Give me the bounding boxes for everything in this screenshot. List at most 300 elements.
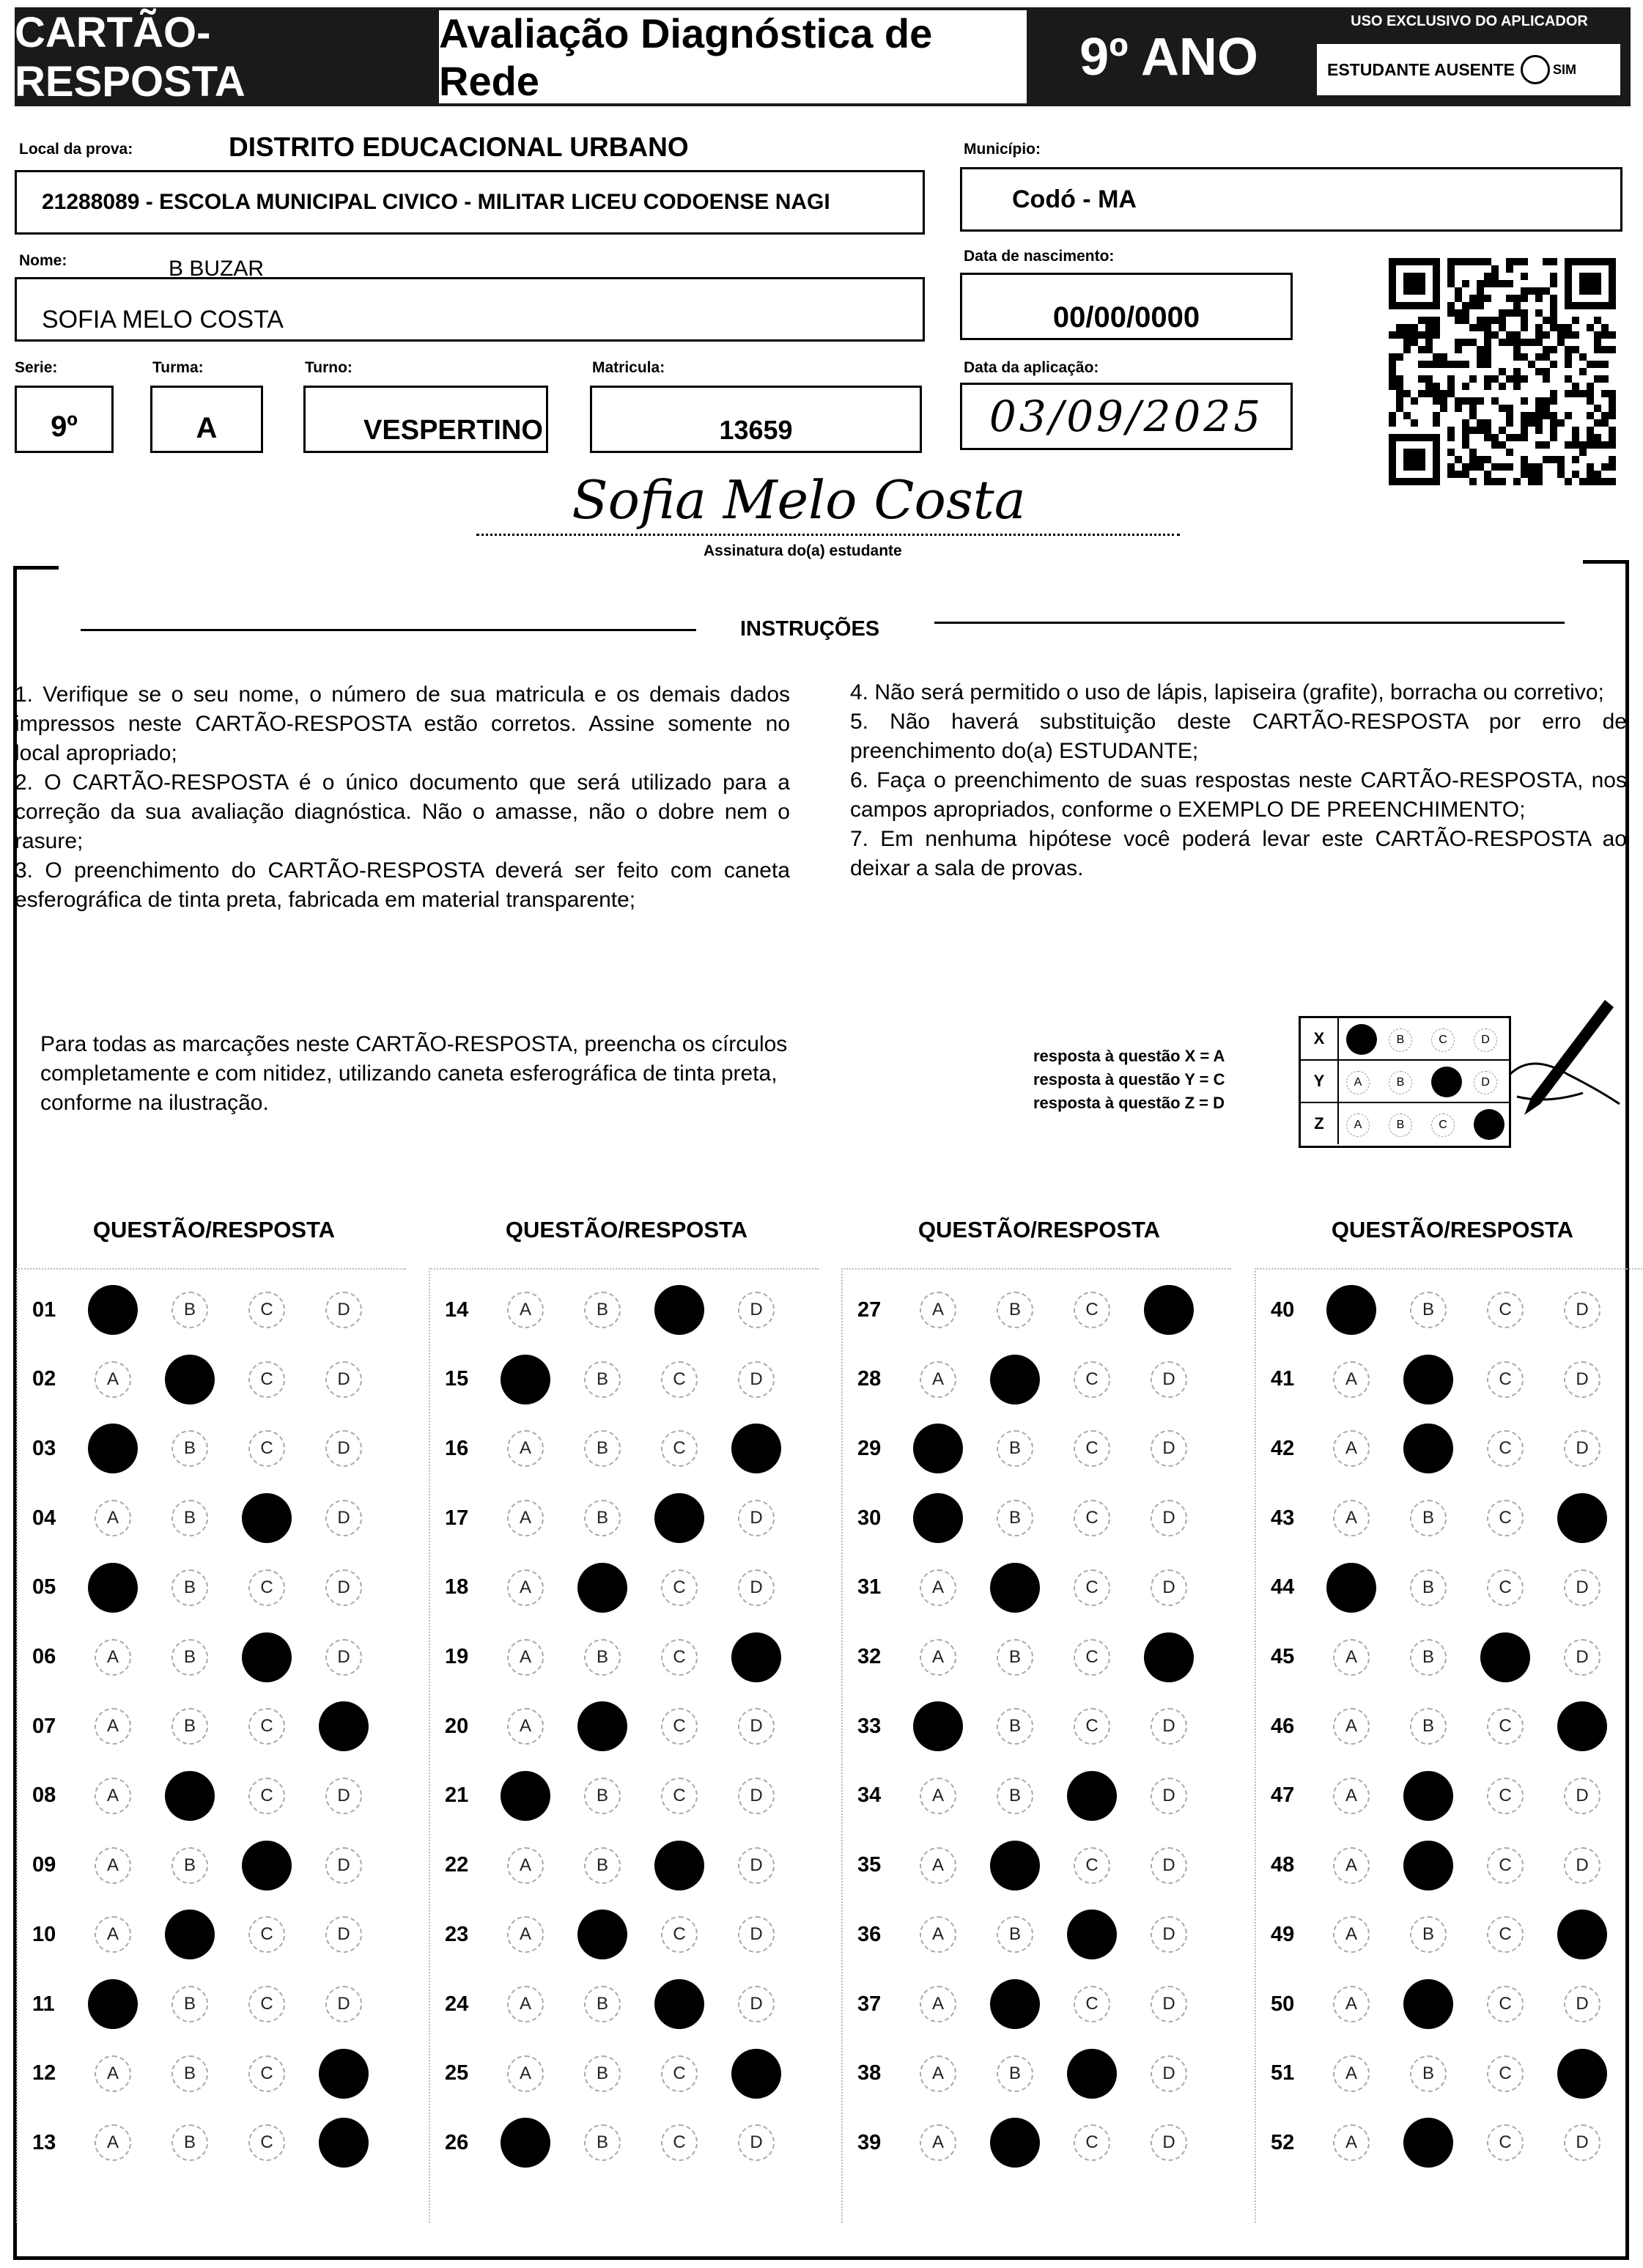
- answer-bubble-d[interactable]: D: [1151, 2124, 1187, 2161]
- instructions-left: [15, 680, 790, 915]
- answer-bubble-b[interactable]: B: [171, 1708, 208, 1745]
- question-number: 20: [445, 1714, 469, 1738]
- answer-bubble-a[interactable]: A: [1333, 1361, 1370, 1398]
- answer-bubble-a[interactable]: [88, 1285, 138, 1335]
- answer-bubble-c[interactable]: C: [661, 1639, 698, 1676]
- answer-bubble-a[interactable]: A: [920, 1361, 956, 1398]
- answer-bubble-c[interactable]: C: [248, 1986, 285, 2022]
- answer-row: [1256, 1358, 1643, 1402]
- answer-row: [430, 1566, 819, 1610]
- nascimento-label: Data de nascimento:: [964, 248, 1115, 265]
- answer-bubble-c[interactable]: C: [248, 1430, 285, 1467]
- answer-bubble-c[interactable]: C: [1487, 1986, 1524, 2022]
- answer-bubble-c[interactable]: C: [1074, 1292, 1110, 1328]
- nome-extra: B BUZAR: [169, 257, 265, 281]
- answer-bubble-d[interactable]: D: [325, 1292, 362, 1328]
- serie: 9º: [51, 410, 78, 443]
- answer-bubble-a[interactable]: [1326, 1563, 1376, 1613]
- answer-bubble-d[interactable]: D: [1151, 1569, 1187, 1606]
- answer-row: [430, 1704, 819, 1748]
- question-number: 04: [32, 1506, 56, 1530]
- question-number: 37: [857, 1992, 882, 2016]
- answer-bubble-a[interactable]: A: [920, 1569, 956, 1606]
- answer-bubble-c[interactable]: C: [1074, 1708, 1110, 1745]
- answer-row: [430, 1982, 819, 2026]
- answer-bubble-c[interactable]: [242, 1493, 292, 1543]
- answer-row: [430, 1844, 819, 1888]
- answer-bubble-c[interactable]: [242, 1632, 292, 1682]
- answer-bubble-c[interactable]: C: [661, 2124, 698, 2161]
- answer-bubble-b[interactable]: B: [171, 1986, 208, 2022]
- answer-bubble-a[interactable]: A: [507, 1569, 544, 1606]
- answer-bubble-d[interactable]: D: [1564, 1361, 1600, 1398]
- question-number: 43: [1271, 1506, 1295, 1530]
- answer-bubble-c[interactable]: C: [1074, 2124, 1110, 2161]
- instruction-item: 4. Não será permitido o uso de lápis, lapiseira (grafite), borracha ou corretivo;: [850, 680, 1604, 704]
- answer-bubble-c[interactable]: C: [248, 1361, 285, 1398]
- answer-bubble-b[interactable]: B: [584, 1847, 621, 1884]
- answer-bubble-d[interactable]: [319, 1701, 369, 1751]
- answer-bubble-d[interactable]: D: [325, 1778, 362, 1814]
- answer-bubble-c[interactable]: C: [661, 1916, 698, 1953]
- answer-bubble-c[interactable]: C: [1074, 1361, 1110, 1398]
- answer-bubble-d[interactable]: D: [325, 1569, 362, 1606]
- grade-badge: 9º ANO: [1030, 7, 1308, 106]
- question-number: 24: [445, 1992, 469, 2016]
- answer-bubble-d[interactable]: D: [1564, 1569, 1600, 1606]
- answer-bubble-d[interactable]: [1557, 1493, 1607, 1543]
- answer-bubble-d[interactable]: D: [738, 1986, 775, 2022]
- answer-bubble-a[interactable]: A: [920, 1916, 956, 1953]
- answer-bubble-a[interactable]: A: [920, 1986, 956, 2022]
- answer-bubble-c[interactable]: C: [1074, 1500, 1110, 1536]
- signature: Sofia Melo Costa: [572, 469, 1026, 531]
- question-number: 11: [32, 1992, 55, 2016]
- answer-bubble-a[interactable]: A: [920, 1778, 956, 1814]
- answer-bubble-c[interactable]: C: [1074, 1569, 1110, 1606]
- answer-bubble-c[interactable]: C: [1487, 1916, 1524, 1953]
- matricula: 13659: [719, 415, 793, 445]
- answer-bubble-b[interactable]: B: [171, 1847, 208, 1884]
- answer-bubble-d[interactable]: D: [738, 1778, 775, 1814]
- answer-bubble-b[interactable]: [165, 1910, 215, 1959]
- answer-bubble-c[interactable]: C: [248, 1778, 285, 1814]
- answer-bubble-b[interactable]: [990, 2118, 1040, 2168]
- answer-bubble-d[interactable]: D: [738, 1916, 775, 1953]
- answer-bubble-a[interactable]: A: [1333, 2055, 1370, 2092]
- answer-bubble-d[interactable]: [1557, 2049, 1607, 2099]
- answer-bubble-a[interactable]: A: [1333, 1986, 1370, 2022]
- answer-bubble-a[interactable]: A: [95, 1916, 131, 1953]
- answer-bubble-d[interactable]: D: [1151, 1778, 1187, 1814]
- answer-bubble-a[interactable]: A: [507, 1292, 544, 1328]
- answer-bubble-c[interactable]: C: [1487, 1361, 1524, 1398]
- question-number: 14: [445, 1297, 469, 1322]
- answer-bubble-b[interactable]: B: [584, 1361, 621, 1398]
- answer-row: [18, 1982, 406, 2026]
- answer-bubble-d[interactable]: D: [325, 1847, 362, 1884]
- answer-bubble-a[interactable]: A: [95, 2055, 131, 2092]
- answer-bubble-b[interactable]: B: [1410, 1500, 1447, 1536]
- answer-bubble-d[interactable]: [731, 1632, 781, 1682]
- answer-bubble-a[interactable]: A: [1333, 1430, 1370, 1467]
- answer-bubble-b[interactable]: B: [997, 1430, 1033, 1467]
- answer-bubble-b[interactable]: [990, 1355, 1040, 1404]
- answer-bubble-b[interactable]: [1403, 1424, 1453, 1473]
- answer-bubble-d[interactable]: D: [1151, 1916, 1187, 1953]
- question-number: 05: [32, 1575, 56, 1599]
- answer-bubble-c[interactable]: [654, 1841, 704, 1890]
- answer-bubble-c[interactable]: C: [248, 1569, 285, 1606]
- frame-top-left-h: [13, 566, 59, 570]
- answer-bubble-c[interactable]: C: [1074, 1639, 1110, 1676]
- answer-bubble-c[interactable]: [242, 1841, 292, 1890]
- answer-bubble-c[interactable]: C: [1487, 1430, 1524, 1467]
- example-bubble: [1431, 1067, 1462, 1097]
- answer-bubble-d[interactable]: D: [1564, 1292, 1600, 1328]
- answer-bubble-a[interactable]: A: [95, 1847, 131, 1884]
- answer-bubble-b[interactable]: B: [584, 2124, 621, 2161]
- answer-bubble-b[interactable]: B: [171, 1500, 208, 1536]
- answer-bubble-d[interactable]: D: [325, 1500, 362, 1536]
- answer-bubble-c[interactable]: [1480, 1632, 1530, 1682]
- answer-row: [430, 1426, 819, 1470]
- answer-bubble-b[interactable]: [1403, 2118, 1453, 2168]
- answer-bubble-b[interactable]: [990, 1563, 1040, 1613]
- answer-bubble-b[interactable]: B: [584, 2055, 621, 2092]
- answer-bubble-b[interactable]: B: [584, 1639, 621, 1676]
- answer-bubble-b[interactable]: B: [997, 1916, 1033, 1953]
- absent-option: SIM: [1553, 62, 1577, 77]
- instr-rule-right: [934, 622, 1565, 624]
- answer-bubble-b[interactable]: B: [171, 2124, 208, 2161]
- pen-illustration: [1480, 994, 1627, 1126]
- answer-bubble-a[interactable]: A: [1333, 1500, 1370, 1536]
- answer-row: [18, 1288, 406, 1332]
- answer-bubble-b[interactable]: [577, 1910, 627, 1959]
- municipio-label: Município:: [964, 141, 1041, 158]
- matricula-label: Matricula:: [592, 359, 665, 376]
- answer-bubble-c[interactable]: [1067, 1910, 1117, 1959]
- answer-column: [1255, 1268, 1643, 2223]
- answer-bubble-c[interactable]: C: [1074, 1847, 1110, 1884]
- answer-bubble-d[interactable]: D: [1564, 1847, 1600, 1884]
- answer-row: [843, 1635, 1231, 1679]
- answer-row: [843, 1426, 1231, 1470]
- example-row: [1301, 1018, 1509, 1061]
- answer-bubble-b[interactable]: [990, 1841, 1040, 1890]
- example-bubble: D: [1474, 1071, 1497, 1094]
- answer-bubble-a[interactable]: A: [507, 2055, 544, 2092]
- answer-bubble-c[interactable]: C: [248, 2055, 285, 2092]
- question-number: 32: [857, 1645, 882, 1668]
- answer-row: [430, 2121, 819, 2165]
- answer-bubble-d[interactable]: [1557, 1701, 1607, 1751]
- answer-bubble-c[interactable]: [1067, 1771, 1117, 1821]
- answer-bubble-d[interactable]: D: [738, 1708, 775, 1745]
- answer-bubble-a[interactable]: A: [1333, 1916, 1370, 1953]
- local-label: Local da prova:: [19, 141, 133, 158]
- answer-bubble-b[interactable]: [1403, 1355, 1453, 1404]
- answer-bubble-b[interactable]: B: [171, 1639, 208, 1676]
- answer-bubble-a[interactable]: A: [1333, 1708, 1370, 1745]
- answer-bubble-a[interactable]: [913, 1424, 963, 1473]
- answer-row: [1256, 1844, 1643, 1888]
- answer-bubble-a[interactable]: A: [507, 1847, 544, 1884]
- column-header: QUESTÃO/RESPOSTA: [92, 1217, 336, 1242]
- answer-bubble-d[interactable]: D: [1151, 1361, 1187, 1398]
- answer-bubble-a[interactable]: [88, 1563, 138, 1613]
- answer-bubble-c[interactable]: C: [248, 1292, 285, 1328]
- answer-row: [843, 2121, 1231, 2165]
- answer-bubble-a[interactable]: A: [507, 1639, 544, 1676]
- example-legend-item: resposta à questão X = A: [1033, 1047, 1225, 1065]
- answer-bubble-d[interactable]: D: [1564, 2124, 1600, 2161]
- question-number: 27: [857, 1297, 882, 1322]
- answer-bubble-a[interactable]: A: [920, 1292, 956, 1328]
- answer-bubble-d[interactable]: D: [738, 1847, 775, 1884]
- answer-bubble-c[interactable]: [654, 1979, 704, 2029]
- answer-bubble-c[interactable]: [654, 1285, 704, 1335]
- answer-bubble-d[interactable]: D: [325, 1639, 362, 1676]
- answer-bubble-a[interactable]: [501, 1771, 550, 1821]
- question-number: 45: [1271, 1645, 1295, 1668]
- answer-row: [1256, 1635, 1643, 1679]
- question-number: 26: [445, 2130, 469, 2154]
- answer-bubble-a[interactable]: [913, 1493, 963, 1543]
- answer-bubble-b[interactable]: [165, 1355, 215, 1404]
- answer-bubble-c[interactable]: C: [1487, 2055, 1524, 2092]
- applicator-box: [1308, 7, 1631, 106]
- answer-bubble-c[interactable]: C: [1074, 1986, 1110, 2022]
- answer-row: [843, 2052, 1231, 2096]
- answer-bubble-b[interactable]: B: [584, 1430, 621, 1467]
- answer-bubble-a[interactable]: A: [920, 2055, 956, 2092]
- answer-bubble-d[interactable]: [731, 1424, 781, 1473]
- answer-bubble-c[interactable]: C: [661, 1569, 698, 1606]
- answer-bubble-d[interactable]: D: [325, 1916, 362, 1953]
- answer-bubble-c[interactable]: C: [1487, 2124, 1524, 2161]
- question-number: 21: [445, 1783, 469, 1808]
- answer-bubble-b[interactable]: [165, 1771, 215, 1821]
- answer-bubble-b[interactable]: B: [997, 1639, 1033, 1676]
- answer-bubble-b[interactable]: B: [584, 1292, 621, 1328]
- answer-bubble-c[interactable]: C: [1487, 1569, 1524, 1606]
- answer-bubble-b[interactable]: [577, 1563, 627, 1613]
- answer-bubble-c[interactable]: C: [248, 1916, 285, 1953]
- answer-bubble-b[interactable]: B: [584, 1778, 621, 1814]
- answer-bubble-d[interactable]: D: [738, 2124, 775, 2161]
- answer-bubble-c[interactable]: C: [1074, 1430, 1110, 1467]
- answer-bubble-d[interactable]: D: [325, 1986, 362, 2022]
- answer-row: [1256, 2121, 1643, 2165]
- answer-bubble-d[interactable]: D: [1151, 2055, 1187, 2092]
- answer-bubble-d[interactable]: D: [1151, 1500, 1187, 1536]
- answer-row: [430, 1496, 819, 1540]
- answer-bubble-c[interactable]: C: [661, 1708, 698, 1745]
- answer-bubble-c[interactable]: C: [1487, 1708, 1524, 1745]
- answer-bubble-b[interactable]: [1403, 1979, 1453, 2029]
- answer-bubble-a[interactable]: A: [95, 1778, 131, 1814]
- answer-bubble-d[interactable]: D: [738, 1361, 775, 1398]
- exam-title: Avaliação Diagnóstica de Rede: [436, 7, 1030, 106]
- answer-bubble-d[interactable]: D: [325, 1430, 362, 1467]
- answer-bubble-a[interactable]: [501, 2118, 550, 2168]
- answer-bubble-a[interactable]: A: [95, 1361, 131, 1398]
- answer-row: [18, 2052, 406, 2096]
- school-field: [15, 170, 925, 235]
- answer-bubble-b[interactable]: B: [171, 1569, 208, 1606]
- answer-bubble-c[interactable]: C: [1487, 1500, 1524, 1536]
- answer-bubble-d[interactable]: D: [738, 1569, 775, 1606]
- frame-top-right-h: [1583, 560, 1628, 564]
- answer-bubble-a[interactable]: A: [507, 1500, 544, 1536]
- answer-bubble-c[interactable]: C: [248, 1708, 285, 1745]
- answer-bubble-c[interactable]: C: [1487, 1292, 1524, 1328]
- serie-field: [15, 386, 114, 453]
- answer-bubble-b[interactable]: B: [1410, 2055, 1447, 2092]
- answer-bubble-a[interactable]: [501, 1355, 550, 1404]
- answer-bubble-d[interactable]: D: [738, 1500, 775, 1536]
- answer-bubble-c[interactable]: C: [661, 1430, 698, 1467]
- answer-bubble-b[interactable]: B: [1410, 1292, 1447, 1328]
- answer-bubble-b[interactable]: B: [997, 1708, 1033, 1745]
- answer-bubble-a[interactable]: [88, 1424, 138, 1473]
- answer-bubble-a[interactable]: A: [507, 1708, 544, 1745]
- answer-bubble-c[interactable]: [654, 1493, 704, 1543]
- answer-bubble-c[interactable]: [1067, 2049, 1117, 2099]
- absent-bubble[interactable]: [1521, 55, 1550, 84]
- answer-bubble-d[interactable]: [1557, 1910, 1607, 1959]
- answer-bubble-a[interactable]: A: [1333, 2124, 1370, 2161]
- answer-row: [1256, 1982, 1643, 2026]
- card-title: CARTÃO-RESPOSTA: [15, 7, 436, 106]
- answer-bubble-a[interactable]: A: [920, 1639, 956, 1676]
- answer-bubble-b[interactable]: B: [584, 1986, 621, 2022]
- question-number: 07: [32, 1714, 56, 1738]
- signature-label: Assinatura do(a) estudante: [704, 542, 902, 559]
- answer-bubble-d[interactable]: D: [1564, 1639, 1600, 1676]
- instructions-right: [850, 678, 1627, 883]
- answer-bubble-b[interactable]: [1403, 1841, 1453, 1890]
- answer-bubble-a[interactable]: A: [507, 1916, 544, 1953]
- answer-bubble-d[interactable]: D: [1151, 1430, 1187, 1467]
- answer-bubble-c[interactable]: C: [1487, 1847, 1524, 1884]
- answer-row: [18, 2121, 406, 2165]
- answer-row: [1256, 1426, 1643, 1470]
- answer-bubble-d[interactable]: [319, 2118, 369, 2168]
- answer-bubble-a[interactable]: A: [95, 1639, 131, 1676]
- question-number: 49: [1271, 1922, 1295, 1946]
- question-number: 46: [1271, 1714, 1295, 1738]
- answer-bubble-c[interactable]: C: [248, 2124, 285, 2161]
- answer-bubble-b[interactable]: B: [997, 2055, 1033, 2092]
- answer-bubble-a[interactable]: A: [507, 1430, 544, 1467]
- answer-bubble-d[interactable]: D: [1151, 1986, 1187, 2022]
- instruction-item: 2. O CARTÃO-RESPOSTA é o único documento que será utilizado para a correção da sua avaliação diagnóstica. Não o amasse, não o dobre nem o rasure;: [15, 770, 790, 853]
- answer-bubble-d[interactable]: D: [738, 1292, 775, 1328]
- question-number: 17: [445, 1506, 469, 1530]
- answer-bubble-a[interactable]: A: [1333, 1778, 1370, 1814]
- answer-bubble-b[interactable]: B: [171, 2055, 208, 2092]
- question-number: 10: [32, 1922, 56, 1946]
- answer-bubble-b[interactable]: [990, 1979, 1040, 2029]
- answer-bubble-d[interactable]: D: [1564, 1778, 1600, 1814]
- answer-bubble-b[interactable]: B: [997, 1292, 1033, 1328]
- answer-bubble-a[interactable]: A: [507, 1986, 544, 2022]
- answer-bubble-c[interactable]: C: [1487, 1778, 1524, 1814]
- answer-bubble-b[interactable]: B: [1410, 1569, 1447, 1606]
- instruction-item: 7. Em nenhuma hipótese você poderá levar este CARTÃO-RESPOSTA ao deixar a sala de provas.: [850, 827, 1627, 880]
- answer-bubble-a[interactable]: [913, 1701, 963, 1751]
- example-legend-item: resposta à questão Z = D: [1033, 1094, 1225, 1112]
- answer-bubble-c[interactable]: C: [661, 2055, 698, 2092]
- answer-bubble-c[interactable]: C: [661, 1361, 698, 1398]
- example-bubble: [1346, 1024, 1377, 1055]
- answer-row: [18, 1912, 406, 1956]
- absent-box: [1317, 44, 1620, 95]
- answer-row: [1256, 2052, 1643, 2096]
- answer-bubble-a[interactable]: [88, 1979, 138, 2029]
- answer-bubble-a[interactable]: A: [920, 1847, 956, 1884]
- answer-bubble-d[interactable]: D: [1564, 1430, 1600, 1467]
- question-number: 09: [32, 1853, 56, 1877]
- answer-bubble-b[interactable]: B: [997, 1500, 1033, 1536]
- answer-bubble-d[interactable]: D: [325, 1361, 362, 1398]
- answer-bubble-b[interactable]: B: [584, 1500, 621, 1536]
- answer-bubble-a[interactable]: A: [95, 2124, 131, 2161]
- answer-bubble-b[interactable]: [577, 1701, 627, 1751]
- answer-bubble-b[interactable]: [1403, 1771, 1453, 1821]
- answer-bubble-a[interactable]: A: [920, 2124, 956, 2161]
- aplicacao: 03/09/2025: [989, 391, 1264, 441]
- answer-row: [430, 1288, 819, 1332]
- answer-bubble-a[interactable]: A: [1333, 1847, 1370, 1884]
- answer-bubble-a[interactable]: [1326, 1285, 1376, 1335]
- answer-bubble-d[interactable]: [731, 2049, 781, 2099]
- answer-bubble-b[interactable]: B: [171, 1292, 208, 1328]
- turno-field: [303, 386, 548, 453]
- question-number: 34: [857, 1783, 882, 1808]
- answer-bubble-a[interactable]: A: [95, 1500, 131, 1536]
- answer-bubble-b[interactable]: B: [1410, 1708, 1447, 1745]
- example-bubble: B: [1389, 1028, 1412, 1052]
- matricula-field: [590, 386, 922, 453]
- answer-bubble-b[interactable]: B: [1410, 1639, 1447, 1676]
- answer-bubble-b[interactable]: B: [1410, 1916, 1447, 1953]
- answer-bubble-a[interactable]: A: [1333, 1639, 1370, 1676]
- answer-bubble-c[interactable]: C: [661, 1778, 698, 1814]
- answer-bubble-d[interactable]: D: [1151, 1708, 1187, 1745]
- nascimento: 00/00/0000: [1052, 301, 1200, 334]
- example-row-label: Y: [1301, 1061, 1339, 1102]
- answer-row: [18, 1774, 406, 1818]
- answer-row: [1256, 1566, 1643, 1610]
- answer-bubble-d[interactable]: [1144, 1285, 1194, 1335]
- answer-bubble-d[interactable]: D: [1151, 1847, 1187, 1884]
- answer-bubble-d[interactable]: D: [1564, 1986, 1600, 2022]
- answer-bubble-a[interactable]: A: [95, 1708, 131, 1745]
- answer-row: [1256, 1774, 1643, 1818]
- municipio: Codó - MA: [1012, 185, 1137, 213]
- answer-bubble-b[interactable]: B: [997, 1778, 1033, 1814]
- answer-bubble-d[interactable]: [319, 2049, 369, 2099]
- question-number: 44: [1271, 1575, 1295, 1599]
- example-bubble: A: [1346, 1113, 1370, 1137]
- answer-bubble-d[interactable]: [1144, 1632, 1194, 1682]
- answer-bubble-b[interactable]: B: [171, 1430, 208, 1467]
- instruction-item: 6. Faça o preenchimento de suas respostas neste CARTÃO-RESPOSTA, nos campos apropriados, conforme o EXEMPLO DE PREENCHIMENTO;: [850, 768, 1627, 822]
